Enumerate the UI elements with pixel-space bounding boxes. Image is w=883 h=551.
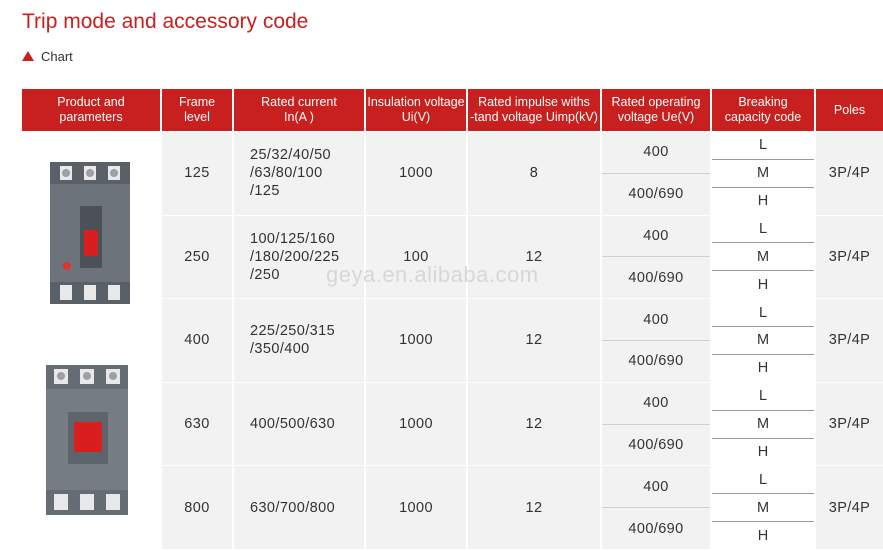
breaking-code-value: L: [712, 216, 814, 243]
impulse-voltage-cell: 12: [468, 216, 600, 299]
impulse-voltage-cell: 8: [468, 132, 600, 215]
poles-cell: 3P/4P: [816, 216, 883, 299]
rated-current-cell: 25/32/40/50 /63/80/100 /125: [234, 132, 364, 215]
triangle-icon: [22, 51, 34, 61]
breaking-code-value: L: [712, 132, 814, 159]
breaking-code-cell: [712, 299, 814, 382]
operating-voltage-value: 400/690: [602, 507, 710, 549]
breaking-code-cell: [712, 383, 814, 466]
frame-level-cell: 250: [162, 216, 232, 299]
breaking-code-value: H: [712, 521, 814, 549]
frame-level-cell: 400: [162, 299, 232, 382]
operating-voltage-value: 400/690: [602, 424, 710, 466]
header-product: Product and parameters: [22, 89, 160, 131]
header-poles: Poles: [816, 89, 883, 131]
operating-voltage-cell: [602, 383, 710, 466]
section-label-text: Chart: [41, 48, 73, 64]
breaking-code-value: L: [712, 383, 814, 410]
breaking-code-cell: [712, 466, 814, 549]
rated-current-cell: 225/250/315 /350/400: [234, 299, 364, 382]
operating-voltage-value: 400/690: [602, 256, 710, 298]
watermark: geya.en.alibaba.com: [326, 262, 539, 287]
frame-level-cell: 800: [162, 466, 232, 549]
header-impulse-voltage: Rated impulse withs -tand voltage Uimp(kV): [468, 89, 600, 131]
rated-current-cell: 630/700/800: [234, 466, 364, 549]
header-rated-current: Rated current In(A ): [234, 89, 364, 131]
operating-voltage-value: 400: [643, 478, 669, 495]
header-insulation-voltage: Insulation voltage Ui(V): [366, 89, 466, 131]
breaking-code-value: M: [712, 493, 814, 521]
header-operating-voltage: Rated operating voltage Ue(V): [602, 89, 710, 131]
operating-voltage-cell: [602, 466, 710, 549]
operating-voltage-cell: [602, 132, 710, 215]
breaking-code-value: H: [712, 270, 814, 298]
breaking-code-value: H: [712, 354, 814, 382]
poles-cell: 3P/4P: [816, 466, 883, 549]
insulation-voltage-cell: 1000: [366, 132, 466, 215]
breaking-code-value: M: [712, 242, 814, 270]
operating-voltage-cell: [602, 216, 710, 299]
operating-voltage-value: 400: [643, 227, 669, 244]
operating-voltage-value: 400/690: [602, 173, 710, 215]
breaking-code-value: L: [712, 299, 814, 326]
circuit-breaker-icon: [22, 132, 160, 544]
breaking-code-value: M: [712, 326, 814, 354]
product-images: [22, 132, 160, 549]
spec-table: [22, 89, 869, 544]
breaking-code-value: M: [712, 159, 814, 187]
impulse-voltage-cell: 12: [468, 383, 600, 466]
breaking-code-cell: [712, 132, 814, 215]
header-frame-level: Frame level: [162, 89, 232, 131]
poles-cell: 3P/4P: [816, 299, 883, 382]
insulation-voltage-cell: 1000: [366, 299, 466, 382]
breaking-code-value: L: [712, 466, 814, 493]
rated-current-cell: 400/500/630: [234, 383, 364, 466]
poles-cell: 3P/4P: [816, 132, 883, 215]
operating-voltage-value: 400: [643, 311, 669, 328]
breaking-code-value: M: [712, 410, 814, 438]
insulation-voltage-cell: 100: [366, 216, 466, 299]
breaking-code-cell: [712, 216, 814, 299]
rated-current-cell: 100/125/160 /180/200/225 /250: [234, 216, 364, 299]
circuit-breaker-icon: [50, 162, 130, 304]
operating-voltage-value: 400: [643, 395, 669, 412]
impulse-voltage-cell: 12: [468, 466, 600, 549]
insulation-voltage-cell: 1000: [366, 466, 466, 549]
page-title: Trip mode and accessory code: [22, 10, 309, 33]
header-breaking-code: Breaking capacity code: [712, 89, 814, 131]
poles-cell: 3P/4P: [816, 383, 883, 466]
frame-level-cell: 125: [162, 132, 232, 215]
impulse-voltage-cell: 12: [468, 299, 600, 382]
circuit-breaker-icon: [46, 365, 128, 515]
breaking-code-value: H: [712, 438, 814, 466]
operating-voltage-cell: [602, 299, 710, 382]
operating-voltage-value: 400/690: [602, 340, 710, 382]
breaking-code-value: H: [712, 187, 814, 215]
section-label: [22, 47, 73, 65]
operating-voltage-value: 400: [643, 144, 669, 161]
frame-level-cell: 630: [162, 383, 232, 466]
insulation-voltage-cell: 1000: [366, 383, 466, 466]
